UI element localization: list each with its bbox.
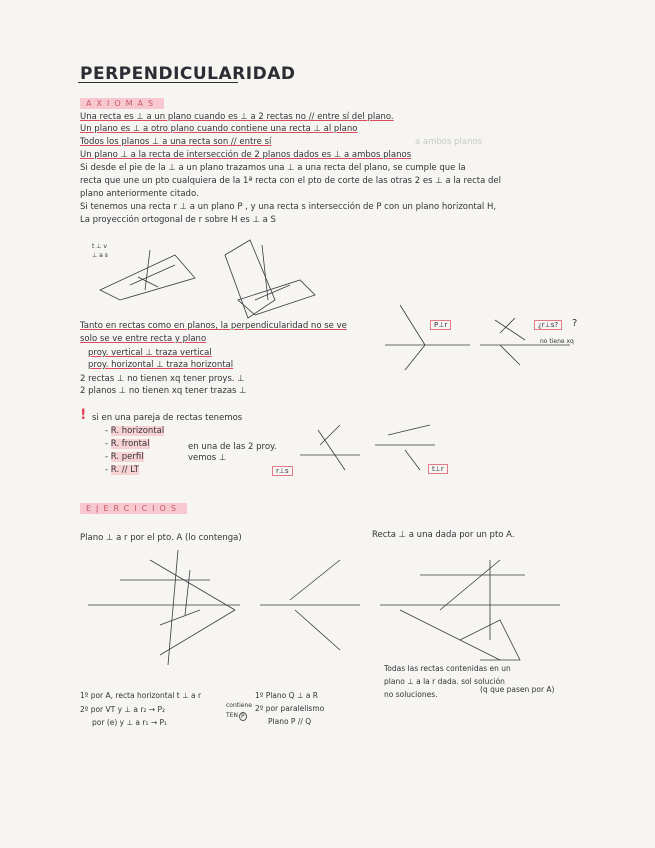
right-note-1: Todas las rectas contenidas en un	[384, 664, 511, 673]
proy-line-6: 2 planos ⊥ no tienen xq tener trazas ⊥	[80, 386, 247, 396]
axiom-line-9: La proyección ortogonal de r sobre H es ⊥ a S	[80, 215, 276, 225]
right-note-4: (q que pasen por A)	[480, 685, 555, 694]
left-side-contiene: contiene	[226, 702, 252, 709]
axiom-line-2: Un plano es ⊥ a otro plano cuando contiene una recta ⊥ al plano	[80, 124, 358, 134]
mid-step-3: Plano P // Q	[268, 717, 312, 726]
fig1-perp	[145, 250, 150, 290]
faint-mirror-text: a ambos planos	[415, 137, 483, 147]
brace-text-1: en una de las 2 proy.	[188, 442, 277, 452]
pareja-item-4: - R. // LT	[105, 465, 139, 475]
brace-text-2: vemos ⊥	[188, 453, 227, 463]
box-t-perp-r: t⊥r	[428, 464, 448, 474]
warning-mark: !	[80, 407, 87, 423]
box-r-perp-s: ¿r⊥s?	[534, 320, 562, 330]
proy-line-2: solo se ve entre recta y plano	[80, 334, 207, 344]
axiom-line-7: plano anteriormente citado.	[80, 189, 199, 199]
proy-line-1: Tanto en rectas como en planos, la perpendicularidad no se ve	[80, 321, 347, 331]
axiom-line-8: Si tenemos una recta r ⊥ a un plano P , y una recta s intersección de P con un plano horizontal H,	[80, 202, 497, 212]
right-note-3: no soluciones.	[384, 690, 438, 699]
left-side-ten: TEN	[226, 712, 238, 719]
axiom-line-3: Todos los planos ⊥ a una recta son // entre sí	[80, 137, 272, 147]
pareja-item-2: - R. frontal	[105, 439, 150, 449]
question-mark: ?	[572, 318, 578, 329]
fig-note-1: t ⊥ v	[92, 243, 107, 250]
axiom-line-1: Una recta es ⊥ a un plano cuando es ⊥ a 2 rectas no // entre sí del plano.	[80, 112, 394, 122]
axiom-line-5: Si desde el pie de la ⊥ a un plano trazamos una ⊥ a una recta del plano, se cumple que la	[80, 163, 466, 173]
fig2-plane-h	[238, 280, 315, 315]
axiom-line-6: recta que une un pto cualquiera de la 1ª recta con el pto de corte de las otras 2 es ⊥ a la recta del	[80, 176, 501, 186]
left-side-circle: P	[241, 713, 245, 720]
page-title: PERPENDICULARIDAD	[80, 64, 296, 84]
box-r-perp-s-2: r⊥s	[272, 466, 293, 476]
fig-note-2: ⊥ a s	[92, 252, 108, 259]
left-exercise-title: Plano ⊥ a r por el pto. A (lo contenga)	[80, 533, 242, 543]
mid-step-2: 2º por paralelismo	[255, 704, 325, 713]
axiom-line-4: Un plano ⊥ a la recta de intersección de 2 planos dados es ⊥ a ambos planos	[80, 150, 412, 160]
ejercicios-tag: EJERCICIOS	[80, 503, 187, 514]
left-step-1: 1º por A, recta horizontal t ⊥ a r	[80, 691, 202, 700]
mid-step-1: 1º Plano Q ⊥ a R	[255, 691, 319, 700]
left-step-2: 2º por VT y ⊥ a r₂ → P₂	[80, 705, 165, 714]
no-tiene-note: no tiene xq	[540, 338, 574, 345]
proy-line-5: 2 rectas ⊥ no tienen xq tener proys. ⊥	[80, 374, 245, 384]
pareja-item-1: - R. horizontal	[105, 426, 165, 436]
right-note-2: plano ⊥ a la r dada. sol solución	[384, 677, 505, 686]
left-step-3: por (e) y ⊥ a r₁ → P₁	[92, 718, 168, 727]
right-exercise-title: Recta ⊥ a una dada por un pto A.	[372, 530, 515, 540]
axiomas-tag: AXIOMAS	[80, 98, 164, 109]
proy-line-3: proy. vertical ⊥ traza vertical	[88, 348, 212, 358]
pareja-intro: si en una pareja de rectas tenemos	[92, 413, 243, 423]
fig2-plane-v	[225, 240, 275, 318]
proy-line-4: proy. horizontal ⊥ traza horizontal	[88, 360, 234, 370]
box-p-perp-r: P⊥r	[430, 320, 451, 330]
pareja-item-3: - R. perfil	[105, 452, 144, 462]
